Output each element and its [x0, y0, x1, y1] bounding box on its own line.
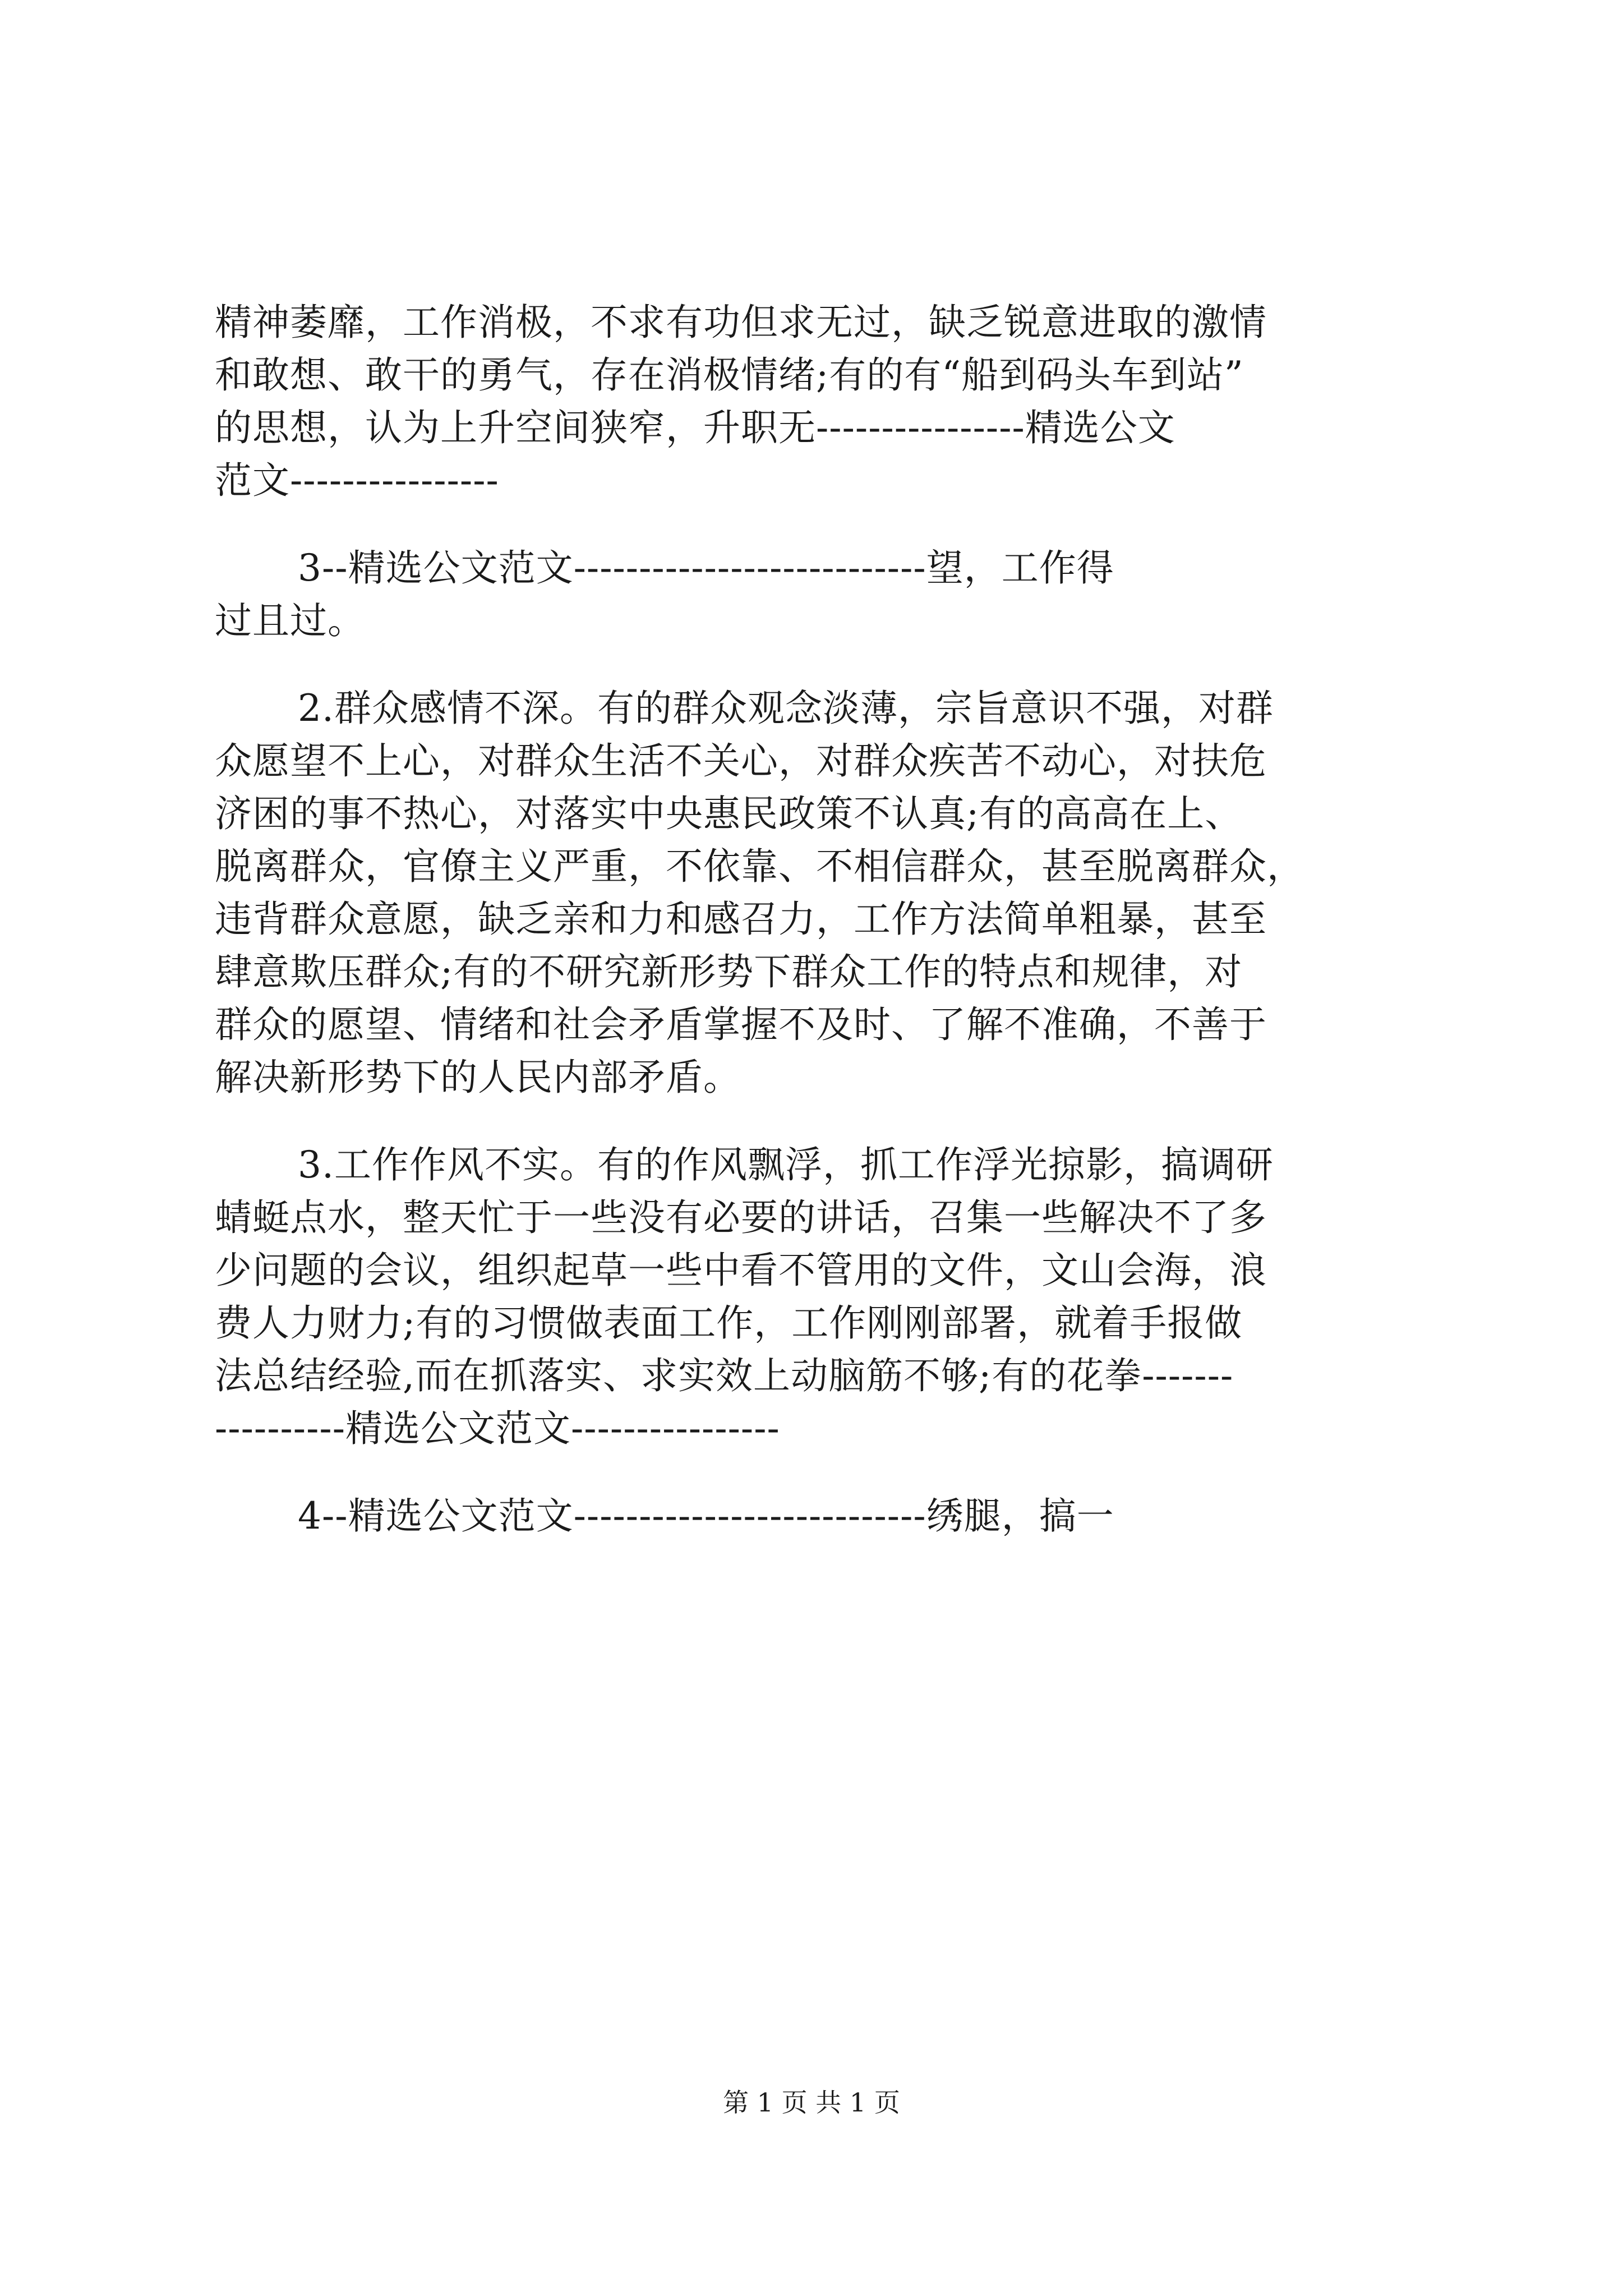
text-line: ----------精选公文范文----------------: [215, 1407, 780, 1450]
page-marker-line: 3--精选公文范文---------------------------望，工作得: [298, 546, 1114, 590]
text-line: 解决新形势下的人民内部矛盾。: [215, 1056, 741, 1099]
text-line: 少问题的会议，组织起草一些中看不管用的文件，文山会海，浪: [215, 1249, 1267, 1292]
text-line: 法总结经验,而在抓落实、求实效上动脑筋不够;有的花拳-------: [215, 1354, 1234, 1397]
text-line: 蜻蜓点水，整天忙于一些没有必要的讲话，召集一些解决不了多: [215, 1196, 1267, 1239]
page-footer: [0, 2086, 1623, 2119]
page-number-label: 第 1 页 共 1 页: [723, 2087, 900, 2118]
text-line: 范文----------------: [215, 459, 499, 502]
text-line: 济困的事不热心，对落实中央惠民政策不认真;有的高高在上、: [215, 792, 1243, 835]
text-line: 肆意欺压群众;有的不研究新形势下群众工作的特点和规律，对: [215, 950, 1243, 993]
page-marker-line: 4--精选公文范文---------------------------绣腿，搞一: [298, 1494, 1114, 1538]
text-line: 众愿望不上心，对群众生活不关心，对群众疾苦不动心，对扶危: [215, 739, 1267, 783]
text-line: 的思想，认为上升空间狭窄，升职无----------------精选公文: [215, 406, 1175, 449]
text-line: 精神萎靡，工作消极，不求有功但求无过，缺乏锐意进取的激情: [215, 301, 1267, 344]
document-body: [215, 296, 1415, 1543]
text-line: 群众的愿望、情绪和社会矛盾掌握不及时、了解不准确，不善于: [215, 1003, 1267, 1046]
text-line: 过且过。: [215, 599, 365, 642]
text-line: 脱离群众，官僚主义严重，不依靠、不相信群众，甚至脱离群众，: [215, 845, 1304, 888]
text-line: 违背群众意愿，缺乏亲和力和感召力，工作方法简单粗暴，甚至: [215, 898, 1267, 941]
paragraph-start: 3.工作作风不实。有的作风飘浮，抓工作浮光掠影，搞调研: [298, 1143, 1274, 1186]
text-line: 费人力财力;有的习惯做表面工作，工作刚刚部署，就着手报做: [215, 1301, 1243, 1345]
text-line: 和敢想、敢干的勇气，存在消极情绪;有的有“船到码头车到站”: [215, 353, 1244, 397]
paragraph-start: 2.群众感情不深。有的群众观念淡薄，宗旨意识不强，对群: [298, 687, 1274, 730]
